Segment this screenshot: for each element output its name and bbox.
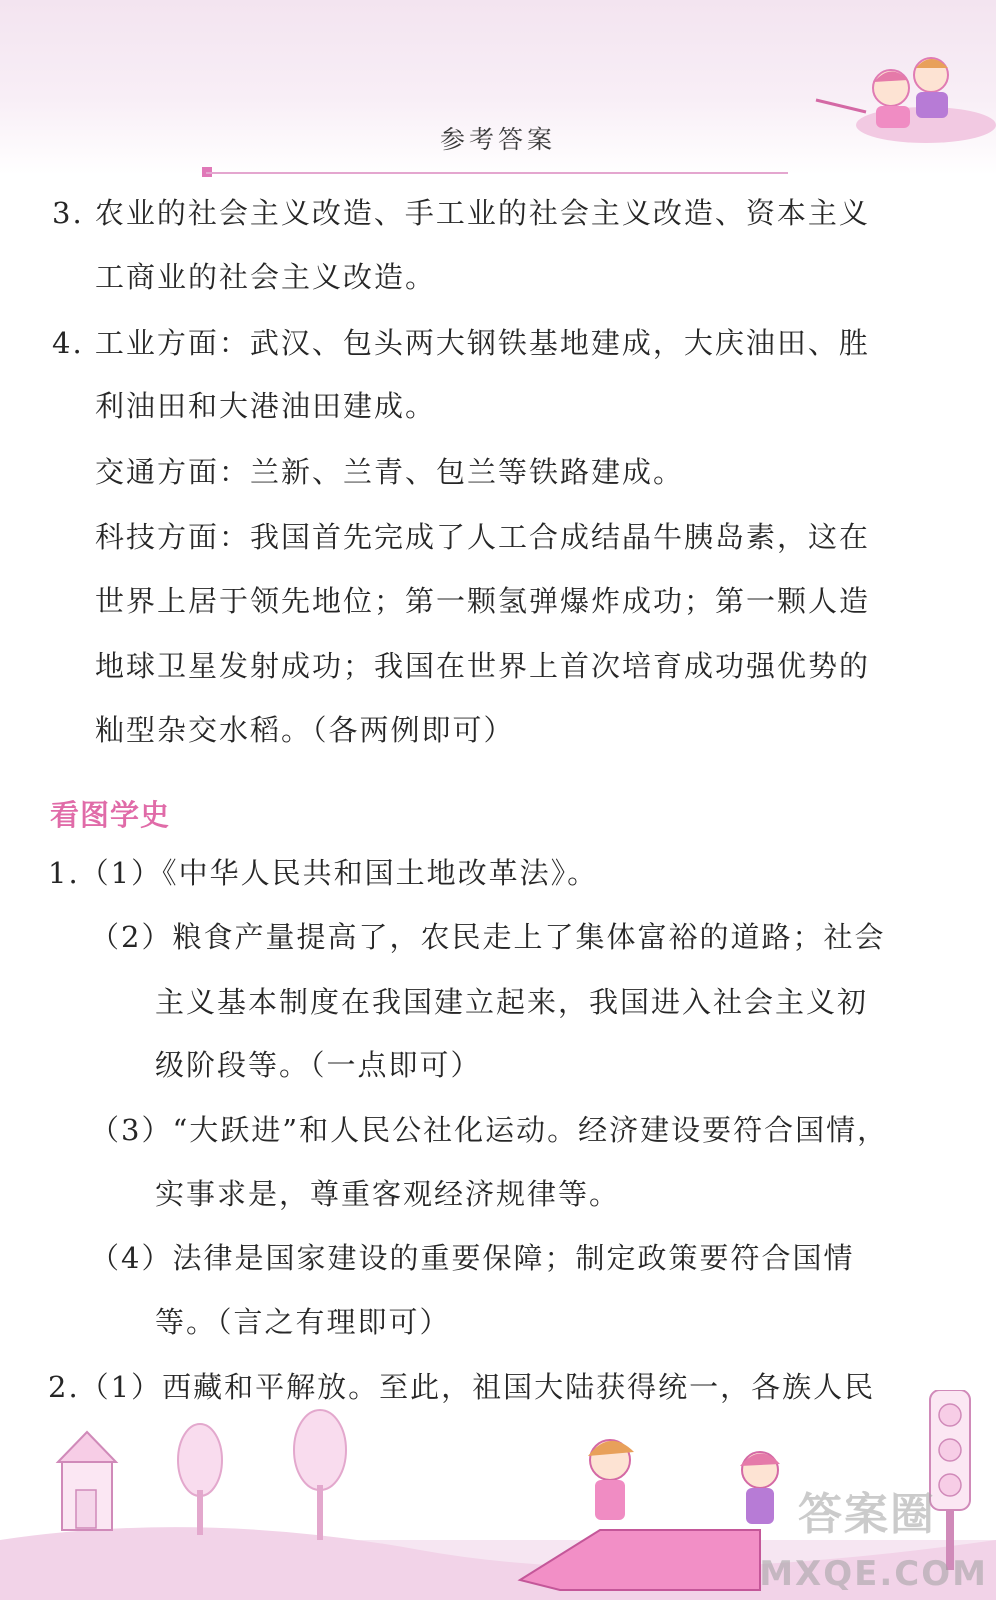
text-line: 主义基本制度在我国建立起来，我国进入社会主义初 (155, 985, 869, 1019)
section-heading: 看图学史 (50, 798, 171, 832)
text-line: 级阶段等。（一点即可） (155, 1048, 482, 1082)
text-line: 利油田和大港油田建成。 (95, 389, 437, 423)
text-line: 实事求是，尊重客观经济规律等。 (155, 1177, 621, 1211)
text-line: 等。（言之有理即可） (155, 1305, 451, 1339)
watermark-url: MXQE.COM (759, 1554, 988, 1594)
text-line: 4. 工业方面：武汉、包头两大钢铁基地建成，大庆油田、胜 (52, 326, 870, 360)
text-line: 3. 农业的社会主义改造、手工业的社会主义改造、资本主义 (52, 196, 870, 230)
text-line: 科技方面：我国首先完成了人工合成结晶牛胰岛素，这在 (95, 520, 871, 554)
text-line: 籼型杂交水稻。（各两例即可） (95, 713, 515, 747)
text-line: 世界上居于领先地位；第一颗氢弹爆炸成功；第一颗人造 (95, 584, 871, 618)
text-line: （3）“大跃进”和人民公社化运动。经济建设要符合国情， (90, 1113, 889, 1147)
watermark-logo: 答案圈 (798, 1489, 936, 1540)
text-line: （4）法律是国家建设的重要保障；制定政策要符合国情 (90, 1241, 855, 1275)
text-line: （2）粮食产量提高了，农民走上了集体富裕的道路；社会 (90, 920, 886, 954)
text-line: 地球卫星发射成功；我国在世界上首次培育成功强优势的 (95, 649, 871, 683)
page-header-title: 参考答案 (439, 125, 556, 154)
text-line: 工商业的社会主义改造。 (95, 260, 437, 294)
text-line: 2.（1）西藏和平解放。至此，祖国大陆获得统一，各族人民 (48, 1370, 876, 1404)
header-rule (206, 172, 788, 174)
text-line: 交通方面：兰新、兰青、包兰等铁路建成。 (95, 455, 685, 489)
text-line: 1.（1）《中华人民共和国土地改革法》。 (48, 856, 599, 890)
